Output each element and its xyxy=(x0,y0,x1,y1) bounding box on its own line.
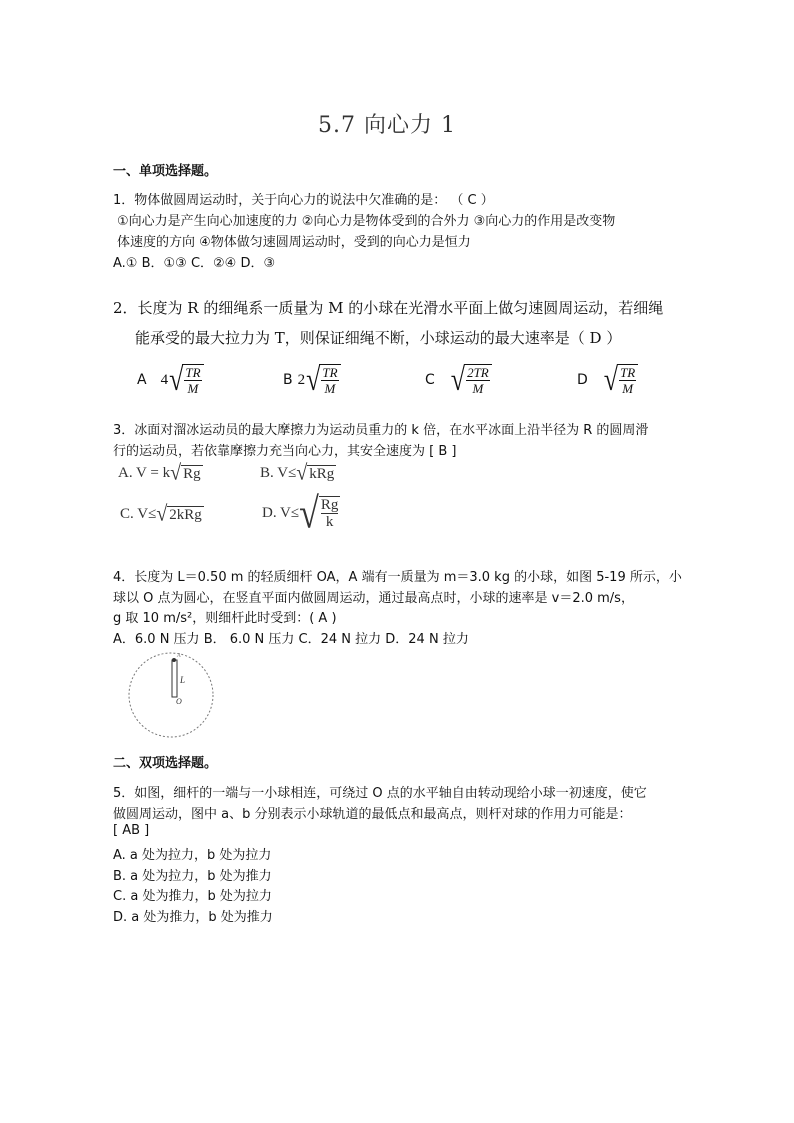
q3-option-b-radicand: kRg xyxy=(309,466,335,482)
q2-stem-line1: 2．长度为 R 的细绳系一质量为 M 的小球在光滑水平面上做匀速圆周运动，若细绳 xyxy=(113,299,664,317)
q2-option-b-num: TR xyxy=(322,365,338,380)
q3-option-d-den: k xyxy=(325,514,334,530)
q3-stem-line2: 行的运动员，若依靠摩擦力充当向心力，其安全速度为 [ B ] xyxy=(113,444,457,459)
q2-option-b-coef: 2 xyxy=(297,371,306,388)
q5-option-d: D. a 处为推力，b 处为推力 xyxy=(113,910,273,925)
q2-option-d-num: TR xyxy=(620,365,636,380)
q2-option-d-letter: D xyxy=(577,372,588,388)
q2-option-c-num: 2TR xyxy=(467,365,489,380)
q2-option-a-letter: A xyxy=(137,372,147,388)
q2-option-a: A 4 √ $\frac{TR}{M}$ xyxy=(137,364,204,396)
q2-option-a-coef: 4 xyxy=(160,371,169,388)
q3-option-b-prefix: B. V≤ xyxy=(260,465,297,481)
q4-stem-line1: 4．长度为 L＝0.50 m 的轻质细杆 OA，A 端有一质量为 m＝3.0 kg 的小球，如图 5-19 所示，小 xyxy=(113,570,682,585)
section-heading-double-choice: 二、双项选择题。 xyxy=(113,756,218,771)
q4-figure-orbit xyxy=(129,653,213,737)
q4-figure-label-o: O xyxy=(176,697,182,706)
q3-option-d: D. V≤ √ $\frac{Rg}{k}$ xyxy=(262,489,339,537)
q4-figure-ball xyxy=(172,658,176,662)
q3-option-c-prefix: C. V≤ xyxy=(120,506,157,522)
q4-stem-line2: 球以 O 点为圆心，在竖直平面内做圆周运动，通过最高点时，小球的速率是 v＝2.0 m/s， xyxy=(113,591,634,606)
q3-option-c-radicand: 2kRg xyxy=(169,507,202,523)
q2-option-b-den: M xyxy=(324,381,336,396)
q4-options: A．6.0 N 压力 B． 6.0 N 压力 C．24 N 拉力 D．24 N 拉力 xyxy=(113,632,469,647)
q3-option-b: B. V≤ √ kRg xyxy=(260,460,335,486)
q4-stem-line3: g 取 10 m/s²，则细杆此时受到：( A ) xyxy=(113,611,337,626)
q1-statements-line1: ①向心力是产生向心加速度的力 ②向心力是物体受到的合外力 ③向心力的作用是改变物 xyxy=(117,214,616,229)
q5-option-c: C. a 处为推力，b 处为拉力 xyxy=(113,889,272,904)
q5-option-b: B. a 处为拉力，b 处为推力 xyxy=(113,869,272,884)
q3-option-d-prefix: D. V≤ xyxy=(262,504,300,521)
q2-option-b-letter: B xyxy=(283,372,293,388)
q1-options: A.① B．①③ C．②④ D．③ xyxy=(113,256,276,271)
section-heading-single-choice: 一、单项选择题。 xyxy=(113,164,218,179)
q1-statements-line2: 体速度的方向 ④物体做匀速圆周运动时，受到的向心力是恒力 xyxy=(117,235,471,250)
q4-figure xyxy=(125,650,220,745)
q5-stem-line1: 5．如图，细杆的一端与一小球相连，可绕过 O 点的水平轴自由转动现给小球一初速度，使它 xyxy=(113,786,647,801)
q2-stem-line2: 能承受的最大拉力为 T，则保证细绳不断，小球运动的最大速率是（ D ） xyxy=(135,329,622,347)
q2-option-b: B 2 √ $\frac{TR}{M}$ xyxy=(283,364,341,396)
q1-stem: 1．物体做圆周运动时，关于向心力的说法中欠准确的是： （ C ） xyxy=(113,193,494,208)
q5-stem-line2: 做圆周运动，图中 a、b 分别表示小球轨道的最低点和最高点，则杆对球的作用力可能是： xyxy=(113,807,632,822)
q2-option-a-den: M xyxy=(187,381,199,396)
q3-option-a-prefix: A. V = k xyxy=(118,465,171,481)
q3-option-a-radicand: Rg xyxy=(183,466,201,482)
q5-option-a: A. a 处为拉力，b 处为拉力 xyxy=(113,848,272,863)
q4-figure-rod xyxy=(172,660,177,697)
q2-option-d: D √ $\frac{TR}{M}$ xyxy=(577,364,638,396)
q2-option-a-num: TR xyxy=(185,365,201,380)
q2-option-c-den: M xyxy=(472,381,484,396)
q2-option-d-den: M xyxy=(622,381,634,396)
q3-option-c: C. V≤ √ 2kRg xyxy=(120,501,202,527)
q4-figure-label-l: L xyxy=(180,675,186,685)
q2-option-c: C √ $\frac{2TR}{M}$ xyxy=(425,364,492,396)
q3-stem-line1: 3．冰面对溜冰运动员的最大摩擦力为运动员重力的 k 倍，在水平冰面上沿半径为 R 的圆周滑 xyxy=(113,423,649,438)
q3-option-d-num: Rg xyxy=(320,497,339,513)
q5-answer: [ AB ] xyxy=(113,823,150,838)
page-title: 5.7 向心力 1 xyxy=(318,113,456,138)
q2-option-c-letter: C xyxy=(425,372,435,388)
q4-figure-label-a: A xyxy=(177,653,181,659)
q3-option-a: A. V = k √ Rg xyxy=(118,460,201,486)
